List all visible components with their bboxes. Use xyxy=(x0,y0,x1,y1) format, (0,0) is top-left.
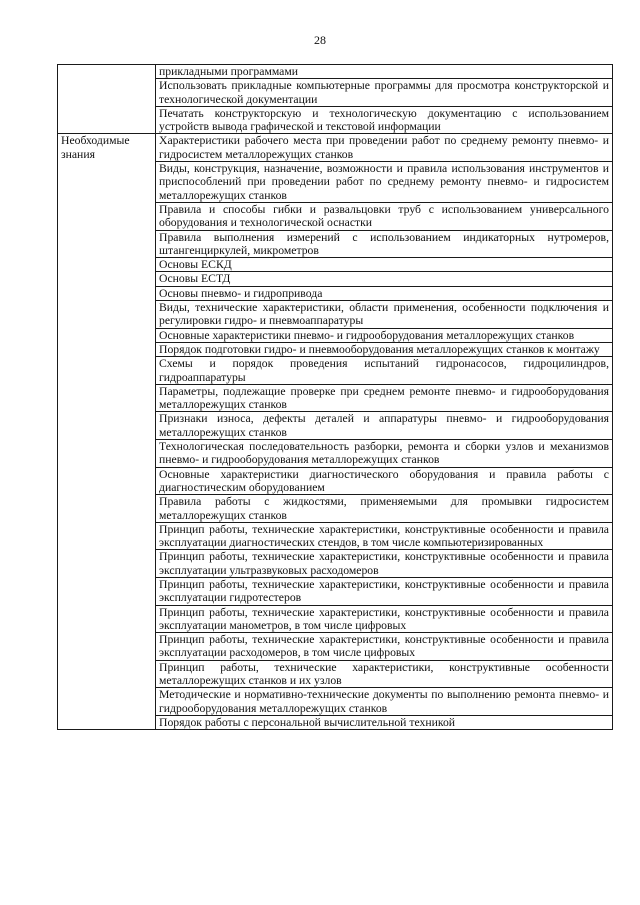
requirement-item: Печатать конструкторскую и технологическую документацию с использованием устройств вывода графической и текстовой информации xyxy=(156,106,613,134)
requirement-item: Использовать прикладные компьютерные программы для просмотра конструкторской и технологической документации xyxy=(156,79,613,107)
section-label: Необходимые знания xyxy=(58,134,156,730)
requirement-item: Виды, технические характеристики, области применения, особенности подключения и регулировки гидро- и пневмоаппаратуры xyxy=(156,301,613,329)
requirement-item: Порядок работы с персональной вычислительной техникой xyxy=(156,715,613,729)
requirement-item: Принцип работы, технические характеристики, конструктивные особенности и правила эксплуатации гидротестеров xyxy=(156,577,613,605)
requirement-item: Характеристики рабочего места при проведении работ по среднему ремонту пневмо- и гидросистем металлорежущих станков xyxy=(156,134,613,162)
requirement-item: Порядок подготовки гидро- и пневмооборудования металлорежущих станков к монтажу xyxy=(156,342,613,356)
page-number: 28 xyxy=(314,33,326,47)
requirement-item: Основы ЕСТД xyxy=(156,272,613,286)
requirement-item: Правила работы с жидкостями, применяемыми для промывки гидросистем металлорежущих станков xyxy=(156,495,613,523)
requirement-item: Схемы и порядок проведения испытаний гидронасосов, гидроцилиндров, гидроаппаратуры xyxy=(156,357,613,385)
requirement-item: Принцип работы, технические характеристики, конструктивные особенности металлорежущих станков и их узлов xyxy=(156,660,613,688)
requirement-item: Принцип работы, технические характеристики, конструктивные особенности и правила эксплуатации расходомеров, в том числе цифровых xyxy=(156,633,613,661)
requirement-item: Основные характеристики пневмо- и гидрооборудования металлорежущих станков xyxy=(156,328,613,342)
requirement-item: Технологическая последовательность разборки, ремонта и сборки узлов и механизмов пневмо- и гидрооборудования металлорежущих станков xyxy=(156,440,613,468)
requirement-item: Основы пневмо- и гидропривода xyxy=(156,286,613,300)
requirement-item: прикладными программами xyxy=(156,65,613,79)
requirement-item: Методические и нормативно-технические документы по выполнению ремонта пневмо- и гидрооборудования металлорежущих станков xyxy=(156,688,613,716)
table-row xyxy=(58,65,613,79)
requirements-table xyxy=(57,64,613,730)
requirement-item: Принцип работы, технические характеристики, конструктивные особенности и правила эксплуатации манометров, в том числе цифровых xyxy=(156,605,613,633)
requirement-item: Параметры, подлежащие проверке при среднем ремонте пневмо- и гидрооборудования металлорежущих станков xyxy=(156,384,613,412)
requirement-item: Правила и способы гибки и развальцовки труб с использованием универсального оборудования и технологической оснастки xyxy=(156,202,613,230)
requirement-item: Основные характеристики диагностического оборудования и правила работы с диагностическим оборудованием xyxy=(156,467,613,495)
requirements-table-body xyxy=(58,65,613,730)
requirement-item: Принцип работы, технические характеристики, конструктивные особенности и правила эксплуатации ультразвуковых расходомеров xyxy=(156,550,613,578)
table-row xyxy=(58,134,613,162)
requirement-item: Принцип работы, технические характеристики, конструктивные особенности и правила эксплуатации диагностических стендов, в том числе компьютеризированных xyxy=(156,522,613,550)
requirement-item: Виды, конструкция, назначение, возможности и правила использования инструментов и приспособлений при проведении работ по среднему ремонту пневмо- и гидросистем металлорежущих станков xyxy=(156,162,613,203)
section-label xyxy=(58,65,156,134)
requirement-item: Признаки износа, дефекты деталей и аппаратуры пневмо- и гидрооборудования металлорежущих станков xyxy=(156,412,613,440)
requirement-item: Правила выполнения измерений с использованием индикаторных нутромеров, штангенциркулей, микрометров xyxy=(156,230,613,258)
requirement-item: Основы ЕСКД xyxy=(156,258,613,272)
